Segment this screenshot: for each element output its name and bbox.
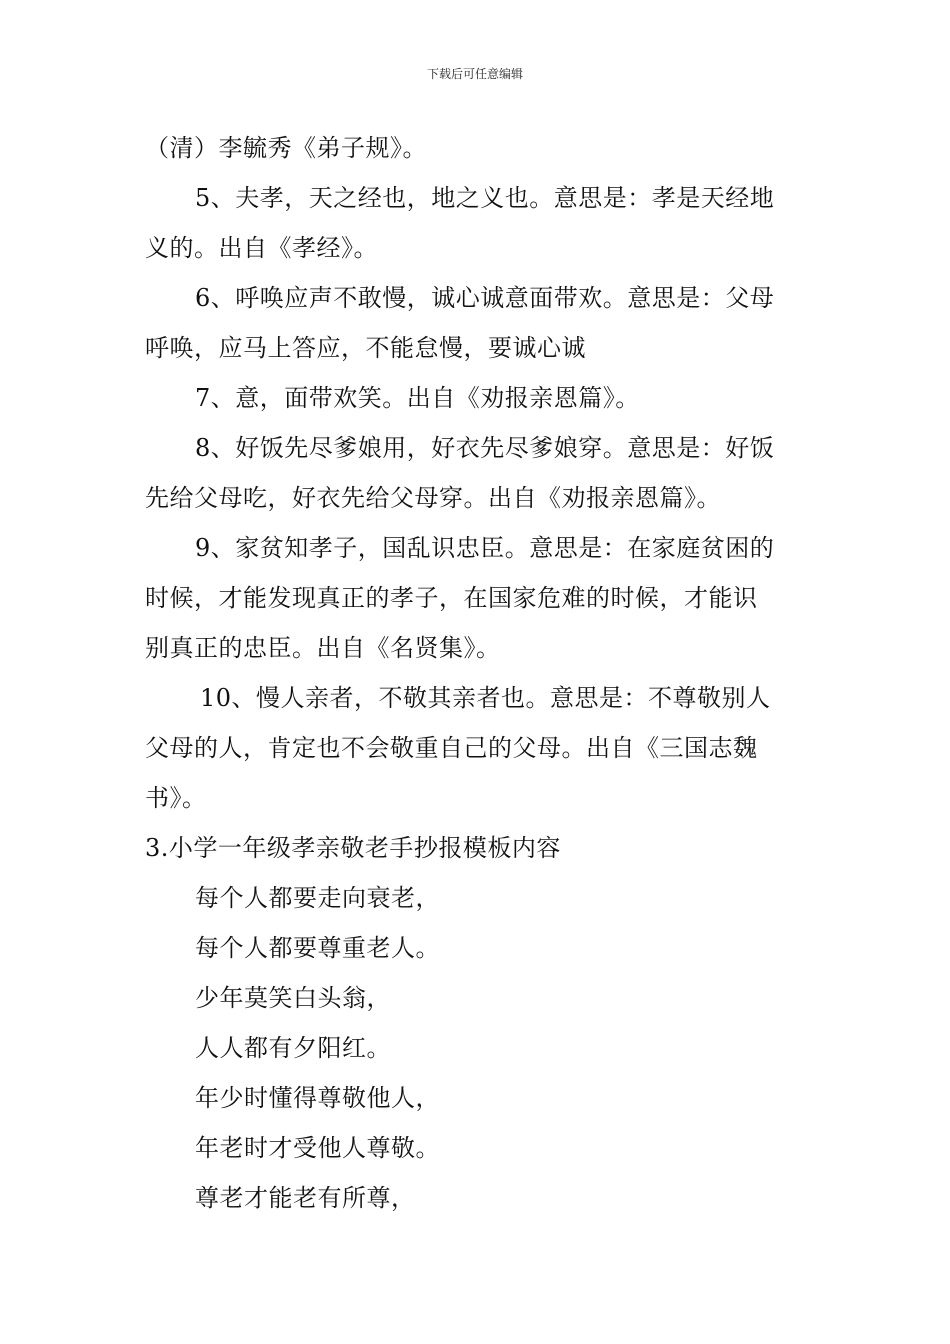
- poem-line: 人人都有夕阳红。: [195, 1034, 391, 1062]
- text-line: 7、意，面带欢笑。出自《劝报亲恩篇》。: [195, 384, 640, 412]
- text-line: 8、好饭先尽爹娘用，好衣先尽爹娘穿。意思是：好饭: [195, 434, 775, 462]
- text-line: 6、呼唤应声不敢慢，诚心诚意面带欢。意思是：父母: [195, 284, 775, 312]
- text-line: 义的。出自《孝经》。: [145, 234, 378, 262]
- document-body: [145, 123, 810, 1223]
- text-line: 9、家贫知孝子，国乱识忠臣。意思是：在家庭贫困的: [195, 534, 775, 562]
- poem-line: 少年莫笑白头翁，: [195, 984, 391, 1012]
- text-line: 呼唤，应马上答应，不能怠慢，要诚心诚: [145, 334, 586, 362]
- text-line: 父母的人，肯定也不会敬重自己的父母。出自《三国志魏: [145, 734, 758, 762]
- poem-line: 尊老才能老有所尊，: [195, 1184, 416, 1212]
- section-heading: 3.小学一年级孝亲敬老手抄报模板内容: [145, 834, 561, 862]
- text-line: 10、慢人亲者，不敬其亲者也。意思是：不尊敬别人: [200, 684, 771, 712]
- poem-line: 每个人都要尊重老人。: [195, 934, 440, 962]
- text-line: 5、夫孝，天之经也，地之义也。意思是：孝是天经地: [195, 184, 775, 212]
- text-line: 书》。: [145, 784, 207, 812]
- poem-line: 年老时才受他人尊敬。: [195, 1134, 440, 1162]
- poem-line: 每个人都要走向衰老，: [195, 884, 440, 912]
- text-line: 先给父母吃，好衣先给父母穿。出自《劝报亲恩篇》。: [145, 484, 721, 512]
- text-line: （清）李毓秀《弟子规》。: [145, 134, 427, 162]
- text-line: 别真正的忠臣。出自《名贤集》。: [145, 634, 501, 662]
- poem-line: 年少时懂得尊敬他人，: [195, 1084, 440, 1112]
- text-line: 时候，才能发现真正的孝子，在国家危难的时候，才能识: [145, 584, 758, 612]
- page-header-note: 下载后可任意编辑: [426, 67, 523, 81]
